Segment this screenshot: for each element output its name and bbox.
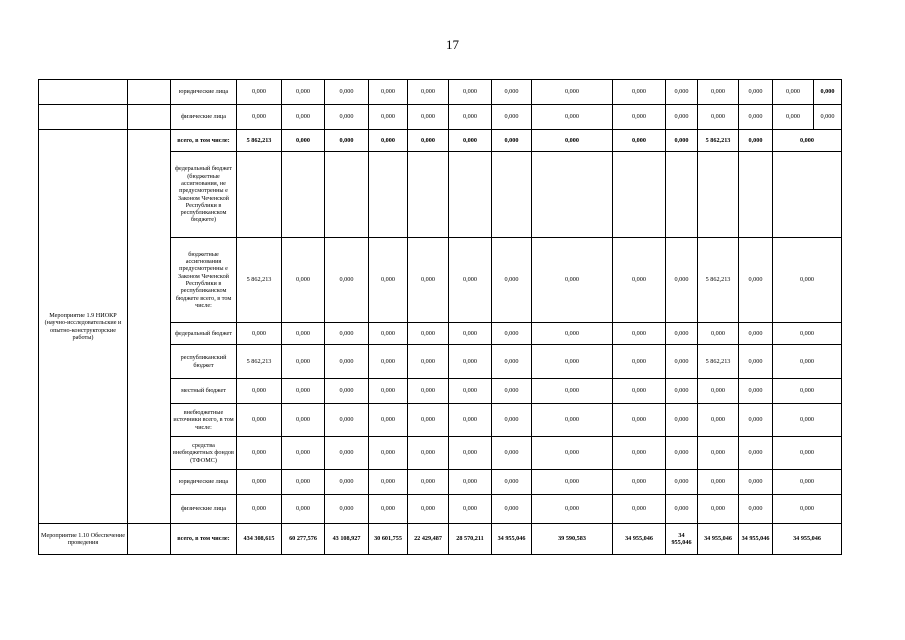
value-cell: 34 955,046 [698, 524, 739, 555]
value-cell: 0,000 [613, 404, 666, 437]
value-cell: 0,000 [282, 379, 325, 404]
value-cell: 5 862,213 [698, 345, 739, 379]
source-cell: внебюджетные источники всего, в том числе: [171, 404, 237, 437]
value-cell [449, 152, 492, 238]
value-cell: 0,000 [773, 379, 842, 404]
value-cell: 5 862,213 [698, 238, 739, 323]
value-cell: 0,000 [237, 495, 282, 524]
value-cell: 0,000 [814, 105, 842, 130]
measure-name: Мероприятие 1.9 НИОКР (научно-исследовательские и опытно-конструкторские работы) [39, 130, 128, 524]
value-cell: 0,000 [613, 80, 666, 105]
value-cell [773, 152, 842, 238]
value-cell: 34 955,046 [739, 524, 773, 555]
value-cell: 0,000 [666, 379, 698, 404]
value-cell: 0,000 [698, 495, 739, 524]
source-cell: всего, в том числе: [171, 130, 237, 152]
value-cell: 0,000 [492, 323, 532, 345]
value-cell: 0,000 [698, 470, 739, 495]
value-cell: 0,000 [532, 323, 613, 345]
value-cell: 30 601,755 [369, 524, 408, 555]
value-cell: 0,000 [369, 404, 408, 437]
value-cell: 0,000 [237, 470, 282, 495]
value-cell: 0,000 [449, 323, 492, 345]
value-cell: 0,000 [325, 404, 369, 437]
value-cell: 0,000 [282, 238, 325, 323]
table-row [39, 105, 842, 130]
value-cell: 0,000 [773, 323, 842, 345]
source-cell: местный бюджет [171, 379, 237, 404]
value-cell: 5 862,213 [237, 238, 282, 323]
value-cell: 0,000 [408, 80, 449, 105]
value-cell: 0,000 [698, 379, 739, 404]
value-cell: 5 862,213 [698, 130, 739, 152]
value-cell: 0,000 [532, 379, 613, 404]
value-cell: 0,000 [282, 130, 325, 152]
value-cell: 0,000 [282, 105, 325, 130]
value-cell: 0,000 [492, 495, 532, 524]
value-cell: 0,000 [532, 495, 613, 524]
value-cell: 0,000 [613, 105, 666, 130]
value-cell: 0,000 [666, 105, 698, 130]
value-cell: 0,000 [325, 130, 369, 152]
value-cell: 0,000 [282, 437, 325, 470]
value-cell: 0,000 [532, 470, 613, 495]
value-cell: 0,000 [532, 105, 613, 130]
value-cell: 0,000 [408, 437, 449, 470]
value-cell: 0,000 [408, 379, 449, 404]
value-cell [698, 152, 739, 238]
value-cell: 0,000 [773, 470, 842, 495]
value-cell: 0,000 [408, 323, 449, 345]
value-cell: 0,000 [492, 130, 532, 152]
value-cell: 0,000 [408, 345, 449, 379]
value-cell: 0,000 [698, 105, 739, 130]
value-cell: 0,000 [773, 495, 842, 524]
value-cell: 0,000 [282, 323, 325, 345]
value-cell: 0,000 [325, 105, 369, 130]
value-cell: 0,000 [449, 345, 492, 379]
page-number: 17 [446, 37, 459, 52]
value-cell [532, 152, 613, 238]
value-cell: 0,000 [666, 130, 698, 152]
value-cell [492, 152, 532, 238]
table-row [39, 80, 842, 105]
value-cell: 0,000 [739, 470, 773, 495]
value-cell: 5 862,213 [237, 345, 282, 379]
source-cell: юридические лица [171, 470, 237, 495]
value-cell: 0,000 [613, 345, 666, 379]
value-cell: 60 277,576 [282, 524, 325, 555]
value-cell: 0,000 [773, 437, 842, 470]
value-cell: 0,000 [492, 437, 532, 470]
value-cell [739, 152, 773, 238]
value-cell: 0,000 [739, 379, 773, 404]
value-cell: 34 955,046 [613, 524, 666, 555]
table-row [39, 130, 842, 152]
source-cell: средства внебюджетных фондов (ТФОМС) [171, 437, 237, 470]
value-cell: 0,000 [666, 323, 698, 345]
value-cell [237, 152, 282, 238]
value-cell: 5 862,213 [237, 130, 282, 152]
value-cell: 0,000 [492, 379, 532, 404]
source-cell: физические лица [171, 105, 237, 130]
value-cell [613, 152, 666, 238]
value-cell: 0,000 [492, 345, 532, 379]
value-cell: 0,000 [773, 80, 814, 105]
value-cell: 0,000 [325, 379, 369, 404]
value-cell: 43 108,927 [325, 524, 369, 555]
value-cell: 0,000 [492, 404, 532, 437]
value-cell: 0,000 [739, 404, 773, 437]
value-cell: 0,000 [369, 80, 408, 105]
value-cell: 0,000 [237, 323, 282, 345]
value-cell: 0,000 [698, 80, 739, 105]
value-cell: 0,000 [739, 130, 773, 152]
value-cell: 0,000 [739, 80, 773, 105]
value-cell: 0,000 [666, 80, 698, 105]
value-cell: 0,000 [325, 80, 369, 105]
value-cell: 0,000 [773, 238, 842, 323]
value-cell: 0,000 [492, 238, 532, 323]
value-cell: 0,000 [666, 437, 698, 470]
value-cell: 0,000 [613, 470, 666, 495]
value-cell: 0,000 [773, 130, 842, 152]
value-cell: 0,000 [449, 470, 492, 495]
value-cell: 0,000 [237, 379, 282, 404]
spacer-cell [128, 80, 171, 105]
value-cell: 0,000 [773, 345, 842, 379]
value-cell: 0,000 [739, 345, 773, 379]
value-cell: 34 955,046 [773, 524, 842, 555]
value-cell: 434 308,615 [237, 524, 282, 555]
source-cell: физические лица [171, 495, 237, 524]
value-cell: 28 570,211 [449, 524, 492, 555]
value-cell: 0,000 [325, 495, 369, 524]
value-cell: 0,000 [449, 437, 492, 470]
value-cell: 0,000 [369, 437, 408, 470]
value-cell [408, 152, 449, 238]
value-cell: 0,000 [282, 345, 325, 379]
value-cell: 0,000 [773, 404, 842, 437]
value-cell: 0,000 [698, 323, 739, 345]
value-cell: 0,000 [369, 379, 408, 404]
value-cell: 0,000 [449, 80, 492, 105]
value-cell: 0,000 [666, 495, 698, 524]
value-cell: 0,000 [237, 404, 282, 437]
value-cell: 0,000 [369, 238, 408, 323]
value-cell: 0,000 [532, 437, 613, 470]
value-cell: 0,000 [532, 345, 613, 379]
source-cell: бюджетные ассигнования предусмотренны е Законом Чеченской Республики в республиканском бюджете всего, в том числе: [171, 238, 237, 323]
value-cell: 0,000 [369, 323, 408, 345]
value-cell: 0,000 [613, 130, 666, 152]
value-cell: 0,000 [814, 80, 842, 105]
value-cell: 0,000 [449, 130, 492, 152]
value-cell: 0,000 [698, 437, 739, 470]
value-cell: 0,000 [282, 495, 325, 524]
value-cell: 0,000 [698, 404, 739, 437]
value-cell: 0,000 [492, 105, 532, 130]
source-cell: республиканский бюджет [171, 345, 237, 379]
value-cell: 0,000 [666, 470, 698, 495]
value-cell: 0,000 [532, 130, 613, 152]
value-cell: 0,000 [408, 130, 449, 152]
value-cell: 0,000 [666, 238, 698, 323]
source-cell: федеральный бюджет (бюджетные ассигнования, не предусмотренны е Законом Чеченской Республики в республиканском бюджете) [171, 152, 237, 238]
value-cell: 0,000 [325, 238, 369, 323]
spacer-cell [128, 524, 171, 555]
value-cell: 0,000 [492, 470, 532, 495]
value-cell [369, 152, 408, 238]
value-cell: 0,000 [237, 80, 282, 105]
source-cell: всего, в том числе: [171, 524, 237, 555]
value-cell: 0,000 [408, 404, 449, 437]
measure-cell-empty [39, 105, 128, 130]
value-cell: 0,000 [369, 495, 408, 524]
value-cell: 0,000 [282, 470, 325, 495]
value-cell: 0,000 [739, 495, 773, 524]
value-cell: 0,000 [369, 130, 408, 152]
value-cell: 0,000 [739, 238, 773, 323]
budget-table [38, 79, 842, 555]
measure-cell-empty [39, 80, 128, 105]
source-cell: юридические лица [171, 80, 237, 105]
value-cell: 34 955,046 [666, 524, 698, 555]
table-row [39, 524, 842, 555]
value-cell: 0,000 [408, 238, 449, 323]
value-cell: 0,000 [613, 323, 666, 345]
value-cell: 0,000 [613, 238, 666, 323]
value-cell: 0,000 [369, 345, 408, 379]
value-cell: 0,000 [739, 437, 773, 470]
value-cell: 0,000 [282, 404, 325, 437]
value-cell: 0,000 [492, 80, 532, 105]
value-cell: 0,000 [613, 379, 666, 404]
value-cell: 0,000 [325, 345, 369, 379]
spacer-cell [128, 105, 171, 130]
value-cell: 0,000 [532, 238, 613, 323]
source-cell: федеральный бюджет [171, 323, 237, 345]
value-cell: 0,000 [449, 495, 492, 524]
value-cell [325, 152, 369, 238]
value-cell: 0,000 [449, 238, 492, 323]
value-cell: 0,000 [325, 323, 369, 345]
value-cell: 0,000 [408, 470, 449, 495]
value-cell [666, 152, 698, 238]
value-cell: 0,000 [369, 105, 408, 130]
value-cell: 0,000 [739, 323, 773, 345]
value-cell: 0,000 [408, 495, 449, 524]
value-cell: 0,000 [773, 105, 814, 130]
value-cell: 0,000 [449, 404, 492, 437]
value-cell: 22 429,487 [408, 524, 449, 555]
value-cell: 0,000 [532, 404, 613, 437]
value-cell: 0,000 [613, 495, 666, 524]
value-cell: 0,000 [532, 80, 613, 105]
value-cell: 0,000 [666, 345, 698, 379]
value-cell: 0,000 [613, 437, 666, 470]
value-cell: 0,000 [739, 105, 773, 130]
value-cell: 0,000 [449, 379, 492, 404]
value-cell: 0,000 [237, 437, 282, 470]
value-cell [282, 152, 325, 238]
value-cell: 0,000 [325, 437, 369, 470]
measure-name: Мероприятие 1.10 Обеспечение проведения [39, 524, 128, 555]
spacer-cell [128, 130, 171, 524]
value-cell: 39 590,583 [532, 524, 613, 555]
value-cell: 0,000 [282, 80, 325, 105]
value-cell: 0,000 [449, 105, 492, 130]
value-cell: 0,000 [237, 105, 282, 130]
value-cell: 0,000 [369, 470, 408, 495]
value-cell: 34 955,046 [492, 524, 532, 555]
value-cell: 0,000 [666, 404, 698, 437]
value-cell: 0,000 [325, 470, 369, 495]
value-cell: 0,000 [408, 105, 449, 130]
